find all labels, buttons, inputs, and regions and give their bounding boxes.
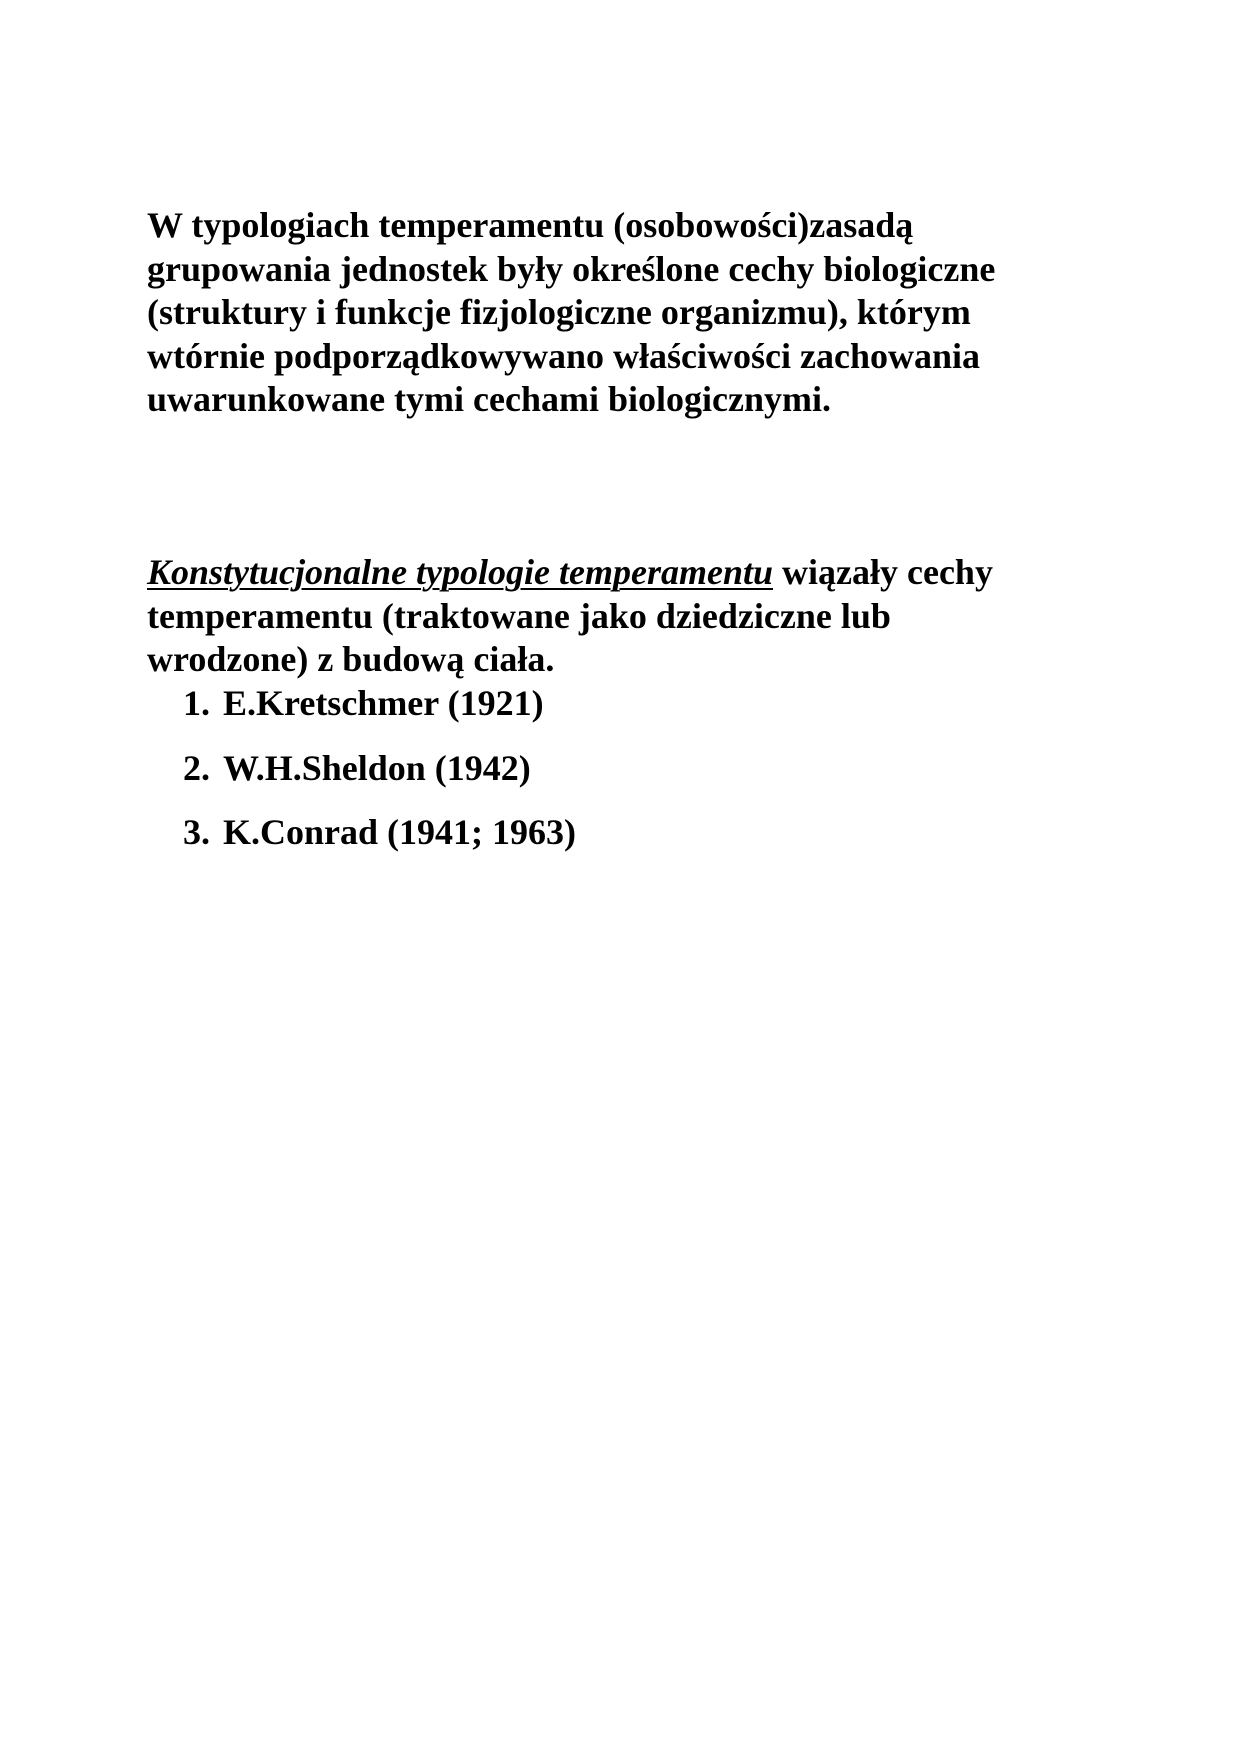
key-term: Konstytucjonalne typologie temperamentu — [147, 552, 774, 592]
list-item-text: E.Kretschmer (1921) — [223, 683, 544, 723]
author-list — [183, 682, 576, 876]
list-item-text: K.Conrad (1941; 1963) — [223, 812, 576, 852]
constitutional-line-rest: wiązały cechy — [773, 552, 993, 592]
intro-line: uwarunkowane tymi cechami biologicznymi. — [147, 379, 831, 419]
constitutional-line: temperamentu (traktowane jako dziedziczne lub — [147, 595, 891, 636]
list-number: 2. — [183, 747, 210, 788]
list-item-text: W.H.Sheldon (1942) — [223, 747, 531, 788]
intro-line: grupowania jednostek były określone cechy biologiczne — [147, 248, 996, 289]
list-item — [183, 747, 576, 791]
list-item — [183, 682, 576, 726]
intro-paragraph — [147, 204, 1107, 422]
constitutional-line: wrodzone) z budową ciała. — [147, 639, 555, 679]
list-number: 3. — [183, 812, 210, 852]
intro-line: W typologiach temperamentu (osobowości)zasadą — [147, 205, 914, 245]
intro-line: (struktury i funkcje fizjologiczne organizmu), którym — [147, 292, 971, 332]
intro-line: wtórnie podporządkowywano właściwości zachowania — [147, 335, 981, 376]
list-number: 1. — [183, 683, 210, 723]
constitutional-line — [147, 551, 1107, 595]
list-item — [183, 811, 576, 855]
constitutional-paragraph — [147, 551, 1107, 682]
